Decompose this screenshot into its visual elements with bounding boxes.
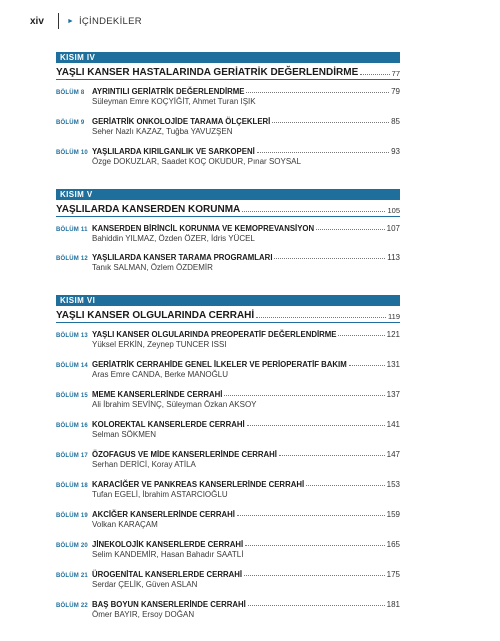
toc-entry[interactable] [56,538,400,560]
chapter-label: BÖLÜM 11 [56,227,88,233]
chapter-page: 79 [391,87,400,96]
chapter-authors: Serhan DERİCİ, Koray ATİLA [92,460,196,469]
section-title: YAŞLI KANSER OLGULARINDA CERRAHİ [56,310,255,321]
section-heading[interactable] [56,65,400,80]
chapter-page: 93 [391,147,400,156]
chapter-label: BÖLÜM 15 [56,393,88,399]
leader-dots [242,211,385,212]
toc-entry[interactable] [56,358,400,380]
section-heading[interactable] [56,202,400,217]
toc-entry[interactable] [56,145,400,167]
leader-dots [244,575,385,576]
leader-dots [224,395,384,396]
leader-dots [316,229,385,230]
leader-dots [246,92,389,93]
chapter-label: BÖLÜM 13 [56,333,88,339]
toc-entry[interactable] [56,508,400,530]
chapter-authors: Yüksel ERKİN, Zeynep TUNCER ISSI [92,340,227,349]
toc-entry[interactable] [56,478,400,500]
chapter-authors: Volkan KARAÇAM [92,520,158,529]
chapter-title: AYRINTILI GERİATRİK DEĞERLENDİRME [92,87,245,96]
leader-dots [338,335,384,336]
chapter-page: 137 [386,390,400,399]
leader-dots [349,365,385,366]
leader-dots [237,515,385,516]
leader-dots [257,152,389,153]
section-title: YAŞLI KANSER HASTALARINDA GERİATRİK DEĞERLENDİRME [56,67,359,78]
chapter-label: BÖLÜM 20 [56,543,88,549]
chapter-authors: Tanık SALMAN, Özlem ÖZDEMİR [92,263,213,272]
page-title: İÇİNDEKİLER [78,15,142,27]
toc-entry[interactable] [56,328,400,350]
chapter-authors: Selim KANDEMİR, Hasan Bahadır SAATLİ [92,550,244,559]
kisim-label: KISIM VI [56,295,400,306]
page-header [30,12,480,30]
chapter-label: BÖLÜM 17 [56,453,88,459]
leader-dots [306,485,385,486]
chapter-title: ÖZOFAGUS VE MİDE KANSERLERİNDE CERRAHİ [92,450,277,459]
chapter-title: KARACİĞER VE PANKREAS KANSERLERİNDE CERRAHİ [92,480,305,489]
chapter-label: BÖLÜM 12 [56,256,88,262]
chapter-page: 121 [386,330,400,339]
chapter-page: 107 [386,224,400,233]
leader-dots [360,74,389,75]
toc-entry[interactable] [56,418,400,440]
section-page: 77 [391,69,400,78]
arrow-icon: ► [67,17,74,25]
section-kisim-vi [56,295,400,323]
chapter-title: KOLOREKTAL KANSERLERDE CERRAHİ [92,420,245,429]
chapter-title: JİNEKOLOJİK KANSERLERDE CERRAHİ [92,540,244,549]
section-heading[interactable] [56,308,400,323]
chapter-page: 141 [386,420,400,429]
section-page: 119 [388,312,400,321]
leader-dots [247,425,385,426]
chapter-title: BAŞ BOYUN KANSERLERİNDE CERRAHİ [92,600,246,609]
chapter-page: 159 [386,510,400,519]
chapter-label: BÖLÜM 16 [56,423,88,429]
chapter-label: BÖLÜM 14 [56,363,88,369]
chapter-authors: Süleyman Emre KOÇYİĞİT, Ahmet Turan IŞIK [92,97,256,106]
section-kisim-v [56,189,400,217]
chapter-page: 175 [386,570,400,579]
chapter-page: 85 [391,117,400,126]
chapter-page: 131 [386,360,400,369]
chapter-label: BÖLÜM 8 [56,90,85,96]
chapter-page: 147 [386,450,400,459]
leader-dots [245,545,384,546]
chapter-page: 153 [386,480,400,489]
chapter-title: MEME KANSERLERİNDE CERRAHİ [92,390,223,399]
chapter-page: 113 [387,253,400,262]
kisim-label: KISIM IV [56,52,400,63]
page-number: xiv [30,15,44,27]
chapter-authors: Selman SÖKMEN [92,430,157,439]
chapter-title: GERİATRİK CERRAHİDE GENEL İLKELER VE PERİOPERATİF BAKIM [92,360,347,369]
chapter-authors: Serdar ÇELİK, Güven ASLAN [92,580,198,589]
section-kisim-iv [56,52,400,80]
toc-entry[interactable] [56,115,400,137]
leader-dots [279,455,385,456]
chapter-label: BÖLÜM 22 [56,603,88,609]
chapter-label: BÖLÜM 19 [56,513,88,519]
toc-entry[interactable] [56,568,400,590]
chapter-title: GERİATRİK ONKOLOJİDE TARAMA ÖLÇEKLERİ [92,117,271,126]
chapter-authors: Ali İbrahim SEVİNÇ, Süleyman Özkan AKSOY [92,400,257,409]
chapter-title: YAŞLILARDA KIRILGANLIK VE SARKOPENİ [92,147,255,156]
toc-entry[interactable] [56,251,400,273]
chapter-page: 181 [386,600,400,609]
chapter-label: BÖLÜM 9 [56,120,85,126]
chapter-authors: Özge DOKUZLAR, Saadet KOÇ OKUDUR, Pınar SOYSAL [92,157,301,166]
toc-entry[interactable] [56,222,400,244]
toc-entry[interactable] [56,448,400,470]
chapter-label: BÖLÜM 18 [56,483,88,489]
chapter-page: 165 [386,540,400,549]
header-divider [58,13,59,29]
leader-dots [272,122,389,123]
chapter-authors: Ömer BAYIR, Ersoy DOĞAN [92,610,195,619]
toc-entry[interactable] [56,598,400,620]
section-title: YAŞLILARDA KANSERDEN KORUNMA [56,204,241,215]
leader-dots [256,317,386,318]
chapter-authors: Seher Nazlı KAZAZ, Tuğba YAVUZŞEN [92,127,233,136]
toc-entry[interactable] [56,85,400,107]
section-page: 105 [387,206,400,215]
chapter-title: AKCİĞER KANSERLERİNDE CERRAHİ [92,510,235,519]
chapter-title: ÜROGENİTAL KANSERLERDE CERRAHİ [92,570,243,579]
toc-entry[interactable] [56,388,400,410]
chapter-title: KANSERDEN BİRİNCİL KORUNMA VE KEMOPREVANSİYON [92,224,315,233]
leader-dots [248,605,385,606]
chapter-authors: Tufan EGELİ, İbrahim ASTARCIOĞLU [92,490,228,499]
chapter-authors: Aras Emre CANDA, Berke MANOĞLU [92,370,229,379]
chapter-title: YAŞLILARDA KANSER TARAMA PROGRAMLARI [92,253,273,262]
leader-dots [274,258,385,259]
chapter-label: BÖLÜM 21 [56,573,88,579]
chapter-authors: Bahiddin YILMAZ, Özden ÖZER, İdris YÜCEL [92,234,255,243]
kisim-label: KISIM V [56,189,400,200]
chapter-label: BÖLÜM 10 [56,150,88,156]
chapter-title: YAŞLI KANSER OLGULARINDA PREOPERATİF DEĞERLENDİRME [92,330,337,339]
